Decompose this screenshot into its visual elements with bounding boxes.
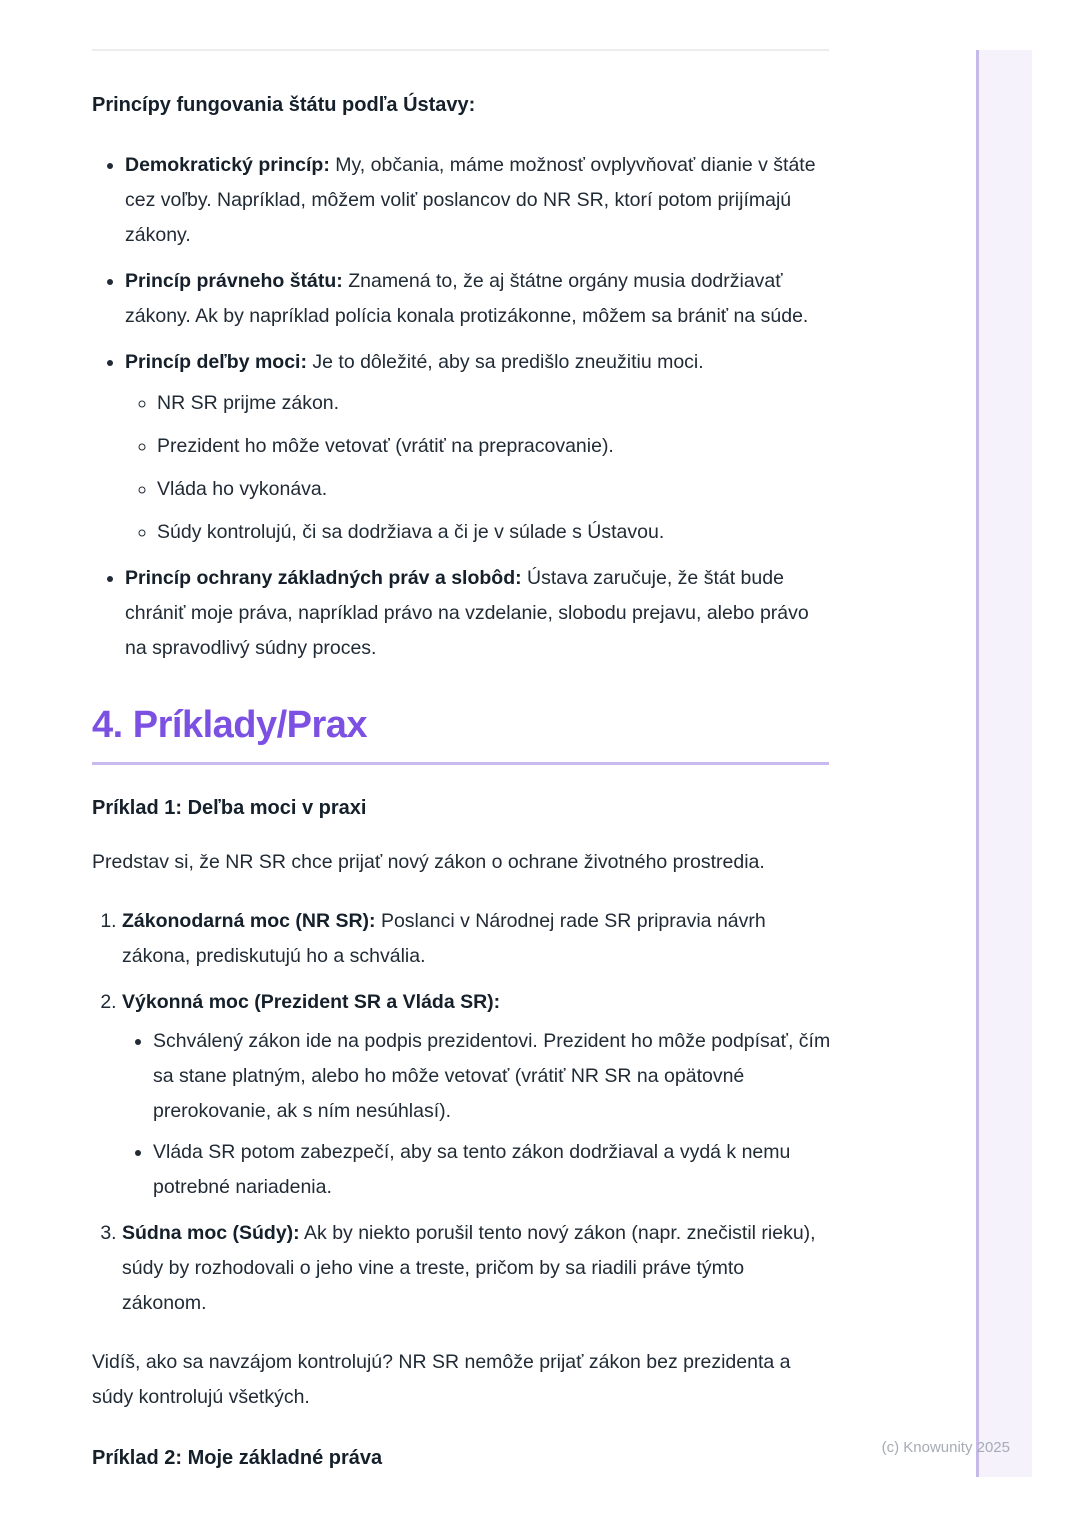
step-term: Súdna moc (Súdy): <box>122 1222 300 1244</box>
list-item: ◦ Vláda ho vykonáva. <box>157 472 832 507</box>
principle-term: Princíp ochrany základných práv a slobôd: <box>125 567 522 589</box>
principle-term: Princíp právneho štátu: <box>125 270 343 292</box>
list-item: ◦ Súdy kontrolujú, či sa dodržiava a či je v súlade s Ústavou. <box>157 515 832 550</box>
principle-desc: Je to dôležité, aby sa predišlo zneužitiu moci. <box>306 351 704 373</box>
top-divider <box>92 49 829 51</box>
principles-list <box>92 148 832 666</box>
principles-heading: Princípy fungovania štátu podľa Ústavy: <box>92 94 476 116</box>
list-item <box>125 345 832 550</box>
list-item <box>122 1216 832 1321</box>
step-desc: Poslanci v Národnej rade SR pripravia návrh zákona, prediskutujú ho a schvália. <box>122 910 766 967</box>
principle-term: Demokratický princíp: <box>125 154 330 176</box>
principle-desc: Znamená to, že aj štátne orgány musia dodržiavať zákony. Ak by napríklad polícia konala protizákonne, môžem sa brániť na súde. <box>125 270 809 327</box>
list-item: • Schválený zákon ide na podpis prezidentovi. Prezident ho môže podpísať, čím sa stane platným, alebo ho môže vetovať (vrátiť NR SR na opätovné prerokovanie, ak s ním nesúhlasí). <box>153 1024 832 1129</box>
list-item <box>122 985 832 1205</box>
list-item: • Vláda SR potom zabezpečí, aby sa tento zákon dodržiaval a vydá k nemu potrebné nariadenia. <box>153 1135 832 1205</box>
principle-desc: My, občania, máme možnosť ovplyvňovať dianie v štáte cez voľby. Napríklad, môžem voliť poslancov do NR SR, ktorí potom prijímajú zákony. <box>125 154 816 246</box>
section-rule <box>92 762 829 765</box>
principle-term: Princíp deľby moci: <box>125 351 307 373</box>
power-division-sublist <box>125 386 832 550</box>
list-item <box>125 264 832 334</box>
step-term: Zákonodarná moc (NR SR): <box>122 910 376 932</box>
example1-steps <box>92 904 832 1321</box>
list-item <box>122 904 832 974</box>
step-desc: Ak by niekto porušil tento nový zákon (napr. znečistil rieku), súdy by rozhodovali o jeho vine a treste, pričom by sa riadili práve týmto zákonom. <box>122 1222 816 1314</box>
section-heading: 4. Príklady/Prax <box>92 704 368 746</box>
example1-heading: Príklad 1: Deľba moci v praxi <box>92 797 367 819</box>
page-edge-strip <box>976 50 1032 1477</box>
copyright-watermark: (c) Knowunity 2025 <box>881 1439 1010 1456</box>
principle-desc: Ústava zaručuje, že štát bude chrániť moje práva, napríklad právo na vzdelanie, slobodu prejavu, alebo právo na spravodlivý súdny proces. <box>125 567 809 659</box>
example2-heading: Príklad 2: Moje základné práva <box>92 1447 383 1469</box>
example1-outro: Vidíš, ako sa navzájom kontrolujú? NR SR nemôže prijať zákon bez prezidenta a súdy kontrolujú všetkých. <box>92 1351 791 1408</box>
document-content <box>92 92 832 1471</box>
list-item <box>125 148 832 253</box>
example1-intro: Predstav si, že NR SR chce prijať nový zákon o ochrane životného prostredia. <box>92 851 765 873</box>
list-item <box>125 561 832 666</box>
list-item: ◦ NR SR prijme zákon. <box>157 386 832 421</box>
executive-sublist <box>122 1024 832 1205</box>
step-term: Výkonná moc (Prezident SR a Vláda SR): <box>122 991 501 1013</box>
list-item: ◦ Prezident ho môže vetovať (vrátiť na prepracovanie). <box>157 429 832 464</box>
